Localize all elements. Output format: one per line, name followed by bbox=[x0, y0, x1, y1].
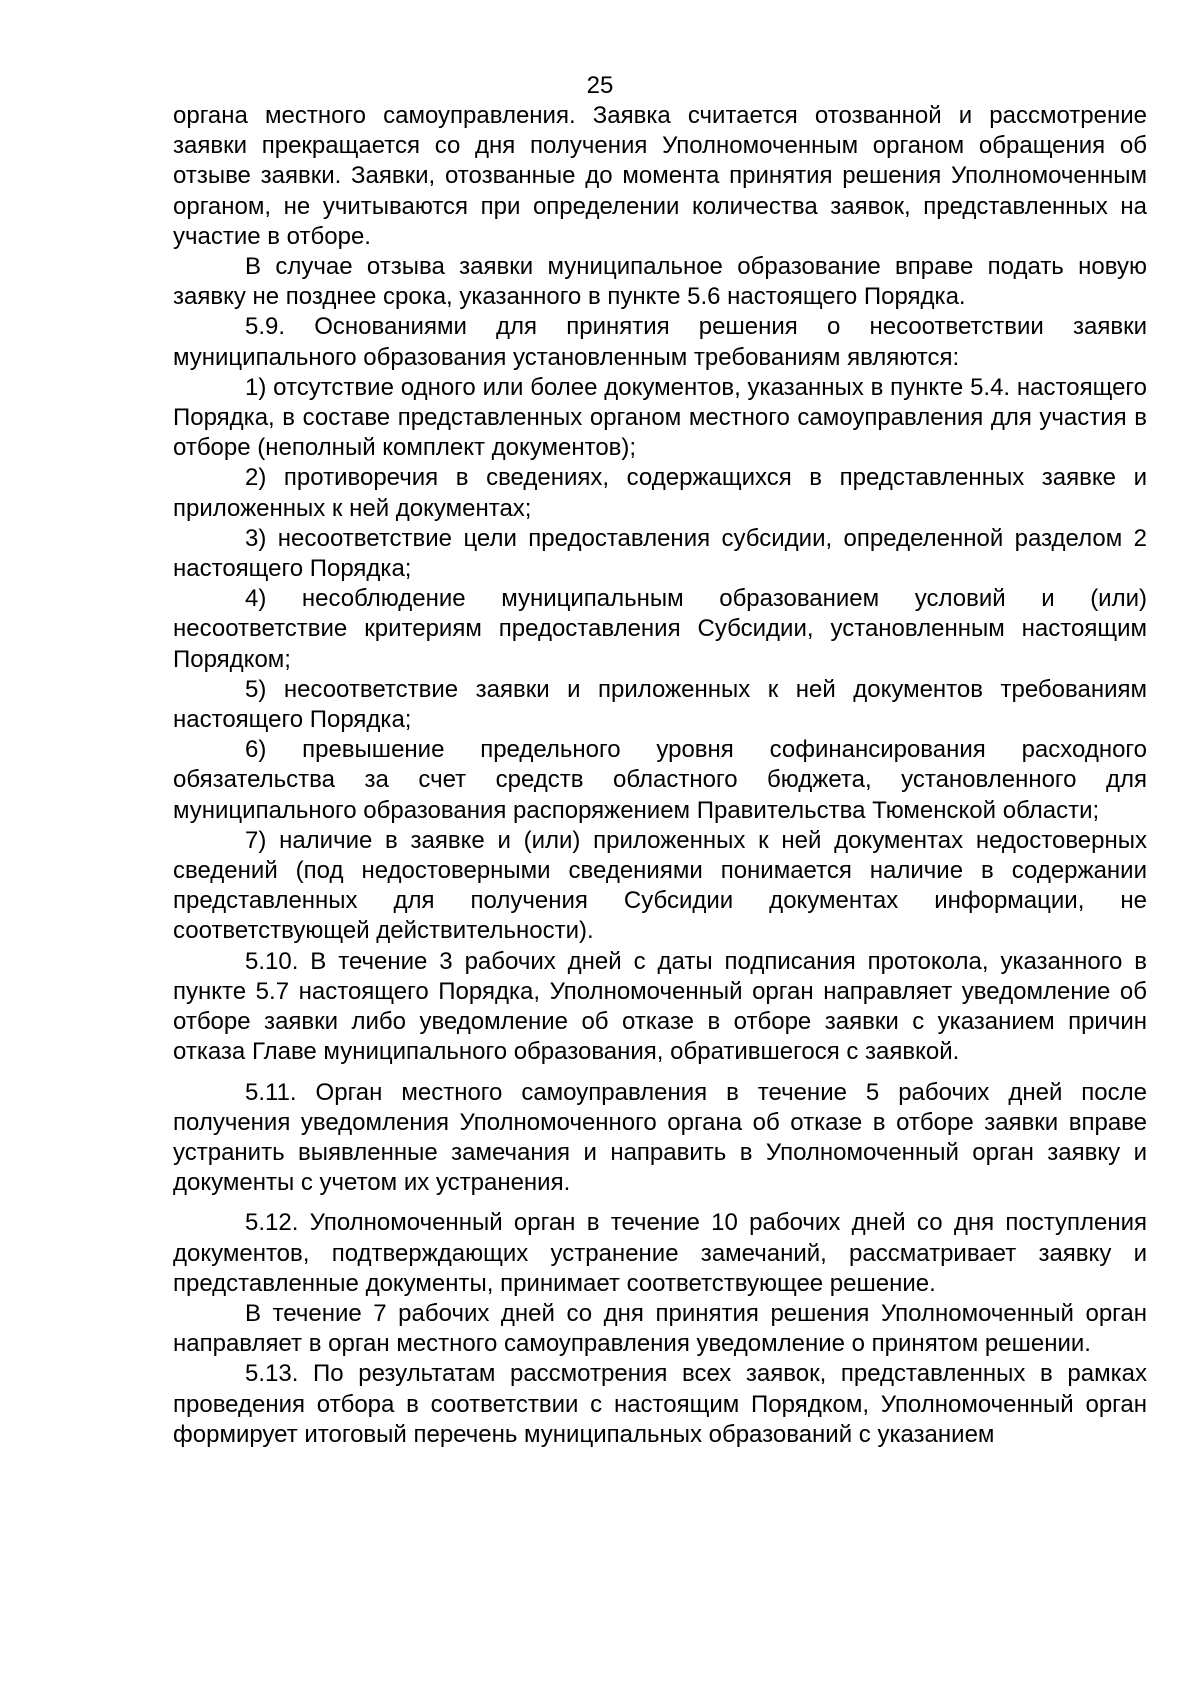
paragraph-5-11: 5.11. Орган местного самоуправления в течение 5 рабочих дней после получения уведомления Уполномоченного органа об отказе в отборе заявки вправе устранить выявленные замечания и направить в Уполномоченный орган заявку и документы с учетом их устранения. bbox=[173, 1078, 1147, 1197]
paragraph-continuation: органа местного самоуправления. Заявка считается отозванной и рассмотрение заявки прекращается со дня получения Уполномоченным органом обращения об отзыве заявки. Заявки, отозванные до момента принятия решения Уполномоченным органом, не учитываются при определении количества заявок, представленных на участие в отборе. bbox=[173, 102, 1147, 250]
document-body bbox=[173, 101, 1147, 1450]
paragraph-withdrawal: В случае отзыва заявки муниципальное образование вправе подать новую заявку не позднее срока, указанного в пункте 5.6 настоящего Порядка. bbox=[173, 253, 1147, 311]
list-item-3: 3) несоответствие цели предоставления субсидии, определенной разделом 2 настоящего Порядка; bbox=[173, 524, 1147, 583]
list-item-6: 6) превышение предельного уровня софинансирования расходного обязательства за счет средств областного бюджета, установленного для муниципального образования распоряжением Правительства Тюменской области; bbox=[173, 736, 1147, 824]
paragraph-5-12: 5.12. Уполномоченный орган в течение 10 рабочих дней со дня поступления документов, подтверждающих устранение замечаний, рассматривает заявку и представленные документы, принимает соответствующее решение. bbox=[173, 1209, 1147, 1297]
paragraph-notification: В течение 7 рабочих дней со дня принятия решения Уполномоченный орган направляет в орган местного самоуправления уведомление о принятом решении. bbox=[173, 1299, 1147, 1358]
paragraph-5-10: 5.10. В течение 3 рабочих дней с даты подписания протокола, указанного в пункте 5.7 настоящего Порядка, Уполномоченный орган направляет уведомление об отборе заявки либо уведомление об отказе в отборе заявки с указанием причин отказа Главе муниципального образования, обратившегося с заявкой. bbox=[173, 947, 1147, 1066]
list-item-2: 2) противоречия в сведениях, содержащихся в представленных заявке и приложенных к ней документах; bbox=[173, 464, 1147, 522]
list-item-5: 5) несоответствие заявки и приложенных к ней документов требованиям настоящего Порядка; bbox=[173, 675, 1147, 734]
list-item-1: 1) отсутствие одного или более документов, указанных в пункте 5.4. настоящего Порядка, в составе представленных органом местного самоуправления для участия в отборе (неполный комплект документов); bbox=[173, 373, 1147, 462]
page-number: 25 bbox=[586, 72, 614, 99]
paragraph-5-13: 5.13. По результатам рассмотрения всех заявок, представленных в рамках проведения отбора в соответствии с настоящим Порядком, Уполномоченный орган формирует итоговый перечень муниципальных образований с указанием bbox=[173, 1360, 1147, 1448]
list-item-4: 4) несоблюдение муниципальным образованием условий и (или) несоответствие критериям предоставления Субсидии, установленным настоящим Порядком; bbox=[173, 585, 1147, 673]
list-item-7: 7) наличие в заявке и (или) приложенных к ней документах недостоверных сведений (под недостоверными сведениями понимается наличие в содержании представленных для получения Субсидии документах информации, не соответствующей действительности). bbox=[173, 826, 1147, 945]
paragraph-5-9: 5.9. Основаниями для принятия решения о несоответствии заявки муниципального образования установленным требованиям являются: bbox=[173, 313, 1147, 371]
